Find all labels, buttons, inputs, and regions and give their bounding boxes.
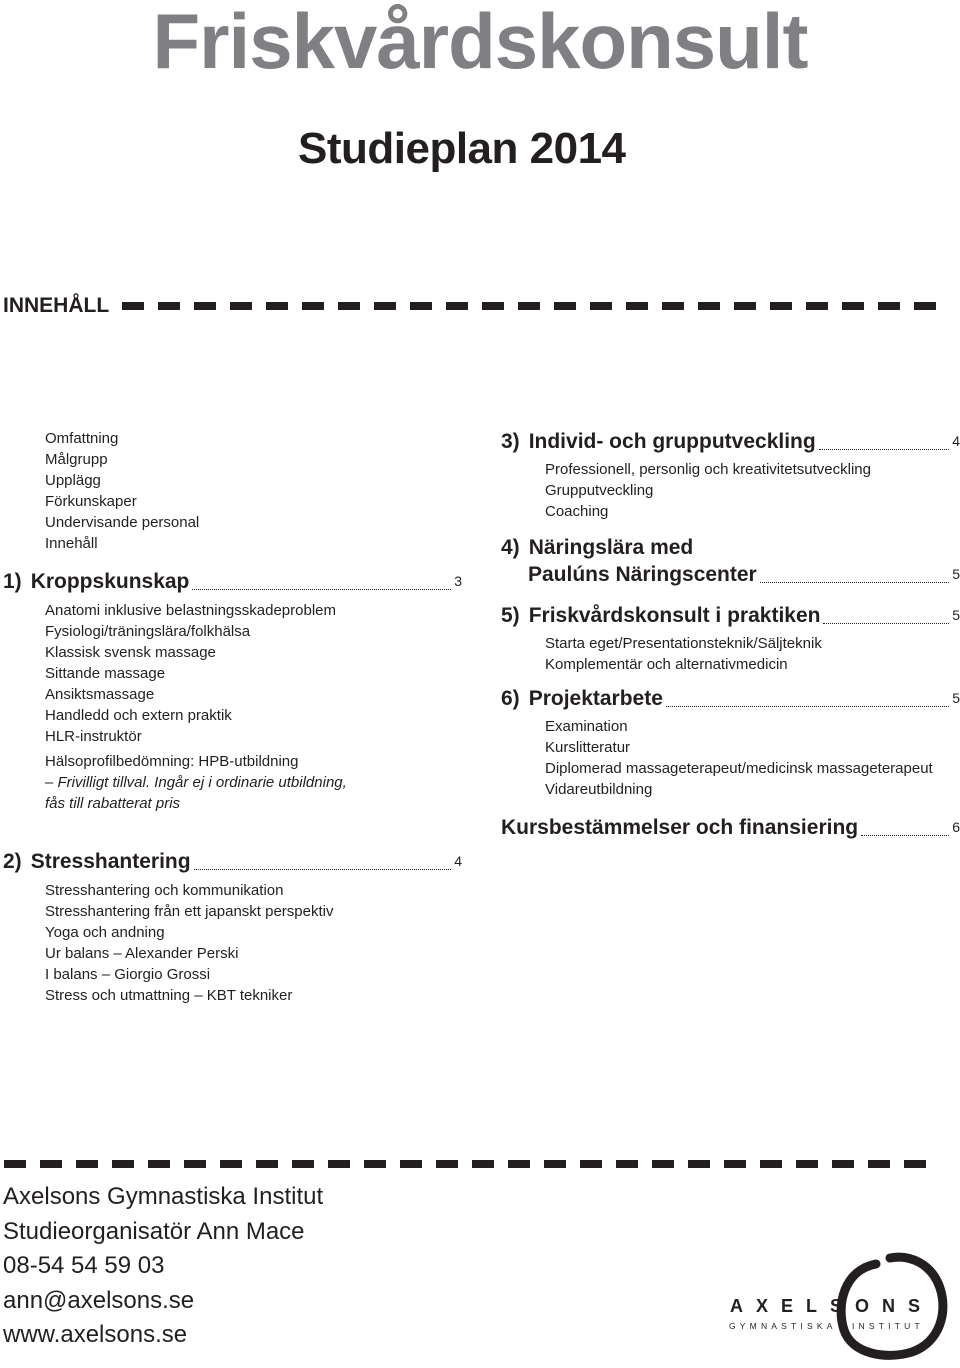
section-title: Kroppskunskap bbox=[30, 570, 190, 593]
page-number: 5 bbox=[952, 690, 960, 706]
dash-segment bbox=[544, 1160, 566, 1168]
dash-segment bbox=[302, 302, 324, 310]
list-item: Examination bbox=[545, 718, 628, 735]
dot-leader bbox=[194, 869, 452, 870]
section-title: Näringslära med bbox=[528, 536, 694, 559]
section-number: 4) bbox=[501, 536, 520, 559]
list-item: Professionell, personlig och kreativitetsutveckling bbox=[545, 461, 871, 478]
section-number: 3) bbox=[501, 430, 520, 453]
section-title-line1 bbox=[501, 535, 960, 561]
footer-dashed-rule bbox=[4, 1160, 926, 1168]
dash-segment bbox=[616, 1160, 638, 1168]
intro-item: Förkunskaper bbox=[45, 493, 137, 510]
website-link[interactable]: www.axelsons.se bbox=[3, 1321, 188, 1348]
section-items bbox=[501, 633, 960, 675]
section-title: Paulúns Näringscenter bbox=[528, 563, 757, 586]
dot-leader bbox=[760, 582, 949, 583]
page-number: 6 bbox=[952, 819, 960, 835]
footer-contact bbox=[3, 1180, 323, 1353]
dash-segment bbox=[554, 302, 576, 310]
dash-segment bbox=[446, 302, 468, 310]
list-item: Starta eget/Presentationsteknik/Säljteknik bbox=[545, 635, 822, 652]
list-item: Sittande massage bbox=[45, 665, 166, 682]
toc-entry-naringslara[interactable] bbox=[501, 561, 960, 588]
toc-left-column bbox=[0, 428, 462, 1006]
list-item: Hälsoprofilbedömning: HPB-utbildning bbox=[45, 753, 299, 770]
dash-segment bbox=[770, 302, 792, 310]
dash-segment bbox=[760, 1160, 782, 1168]
section-title: Kursbestämmelser och finansiering bbox=[501, 816, 859, 839]
dash-segment bbox=[472, 1160, 494, 1168]
list-item: Fysiologi/träningslära/folkhälsa bbox=[45, 623, 251, 640]
dash-segment bbox=[436, 1160, 458, 1168]
dash-segment bbox=[518, 302, 540, 310]
contact-person: Studieorganisatör Ann Mace bbox=[3, 1217, 305, 1245]
section-title: Projektarbete bbox=[528, 687, 663, 710]
list-item: Stresshantering och kommunikation bbox=[45, 882, 284, 899]
dash-segment bbox=[292, 1160, 314, 1168]
logo-subline-left: GYMNASTISKA bbox=[729, 1321, 837, 1331]
list-item: Yoga och andning bbox=[45, 924, 165, 941]
intro-item: Upplägg bbox=[45, 472, 101, 489]
dash-segment bbox=[122, 302, 144, 310]
section-number: 1) bbox=[3, 570, 22, 593]
list-item: Anatomi inklusive belastningsskadeproblem bbox=[45, 602, 336, 619]
page-number: 5 bbox=[952, 607, 960, 623]
dash-segment bbox=[724, 1160, 746, 1168]
page-number: 4 bbox=[952, 433, 960, 449]
list-item: Ansiktsmassage bbox=[45, 686, 155, 703]
dash-segment bbox=[482, 302, 504, 310]
list-item: Handledd och extern praktik bbox=[45, 707, 232, 724]
dash-segment bbox=[832, 1160, 854, 1168]
intro-item: Omfattning bbox=[45, 430, 119, 447]
list-item: Komplementär och alternativmedicin bbox=[545, 656, 788, 673]
list-item: Klassisk svensk massage bbox=[45, 644, 216, 661]
toc-entry-friskvardskonsult-i-praktiken[interactable] bbox=[501, 602, 960, 629]
dash-segment bbox=[626, 302, 648, 310]
document-title: Friskvårdskonsult bbox=[152, 0, 808, 85]
note-line: fås till rabatterat pris bbox=[45, 795, 181, 812]
dash-segment bbox=[4, 1160, 26, 1168]
dash-segment bbox=[112, 1160, 134, 1168]
toc-entry-individ-grupputveckling[interactable] bbox=[501, 428, 960, 455]
document-subtitle: Studieplan 2014 bbox=[298, 124, 626, 173]
toc-right-column bbox=[501, 428, 960, 841]
dash-segment bbox=[374, 302, 396, 310]
section-title: Friskvårdskonsult i praktiken bbox=[528, 604, 821, 627]
dot-leader bbox=[192, 589, 451, 590]
dash-segment bbox=[400, 1160, 422, 1168]
phone-number: 08-54 54 59 03 bbox=[3, 1252, 165, 1279]
dash-segment bbox=[364, 1160, 386, 1168]
dash-segment bbox=[842, 302, 864, 310]
section-items bbox=[501, 716, 960, 800]
dash-segment bbox=[734, 302, 756, 310]
list-item: Vidareutbildning bbox=[545, 781, 653, 798]
dot-leader bbox=[819, 449, 950, 450]
dash-segment bbox=[662, 302, 684, 310]
dash-segment bbox=[904, 1160, 926, 1168]
list-item: I balans – Giorgio Grossi bbox=[45, 966, 211, 983]
dash-segment bbox=[328, 1160, 350, 1168]
list-item: Grupputveckling bbox=[545, 482, 654, 499]
logo-word: AXELSONS bbox=[730, 1296, 934, 1316]
email-link[interactable]: ann@axelsons.se bbox=[3, 1286, 195, 1314]
institute-name: Axelsons Gymnastiska Institut bbox=[3, 1183, 324, 1210]
dash-segment bbox=[220, 1160, 242, 1168]
dash-segment bbox=[230, 302, 252, 310]
page-number: 4 bbox=[454, 853, 462, 869]
intro-item: Undervisande personal bbox=[45, 514, 200, 531]
dash-segment bbox=[148, 1160, 170, 1168]
dash-segment bbox=[868, 1160, 890, 1168]
dash-segment bbox=[410, 302, 432, 310]
dash-segment bbox=[266, 302, 288, 310]
list-item: Ur balans – Alexander Perski bbox=[45, 945, 239, 962]
dash-segment bbox=[184, 1160, 206, 1168]
section-number: 5) bbox=[501, 604, 520, 627]
intro-item: Målgrupp bbox=[45, 451, 108, 468]
toc-entry-projektarbete[interactable] bbox=[501, 685, 960, 712]
dash-segment bbox=[256, 1160, 278, 1168]
dash-segment bbox=[878, 302, 900, 310]
section-title: Individ- och grupputveckling bbox=[528, 430, 816, 453]
section-items bbox=[0, 880, 462, 1006]
section-items bbox=[501, 459, 960, 522]
list-item: Stresshantering från ett japanskt perspektiv bbox=[45, 903, 334, 920]
dash-segment bbox=[914, 302, 936, 310]
list-item: Coaching bbox=[545, 503, 609, 520]
dash-segment bbox=[580, 1160, 602, 1168]
toc-dashed-rule bbox=[122, 302, 936, 310]
section-number: 6) bbox=[501, 687, 520, 710]
dash-segment bbox=[508, 1160, 530, 1168]
toc-entry-kursbestammelser[interactable] bbox=[501, 814, 960, 841]
dash-segment bbox=[158, 302, 180, 310]
dot-leader bbox=[666, 706, 949, 707]
note-line: – Frivilligt tillval. Ingår ej i ordinarie utbildning, bbox=[45, 774, 347, 791]
dash-segment bbox=[40, 1160, 62, 1168]
intro-list bbox=[0, 428, 462, 554]
dash-segment bbox=[652, 1160, 674, 1168]
dash-segment bbox=[698, 302, 720, 310]
list-item: Kurslitteratur bbox=[545, 739, 631, 756]
list-item: Stress och utmattning – KBT tekniker bbox=[45, 987, 293, 1004]
toc-entry-stresshantering[interactable] bbox=[0, 848, 462, 875]
section-title: Stresshantering bbox=[30, 850, 191, 873]
page-number: 5 bbox=[952, 566, 960, 582]
toc-entry-kroppskunskap[interactable] bbox=[0, 568, 462, 595]
section-number: 2) bbox=[3, 850, 22, 873]
dash-segment bbox=[338, 302, 360, 310]
logo-subline-right: INSTITUT bbox=[852, 1321, 924, 1331]
dash-segment bbox=[806, 302, 828, 310]
dot-leader bbox=[861, 835, 949, 836]
section-items bbox=[0, 600, 462, 814]
list-item: HLR-instruktör bbox=[45, 728, 142, 745]
dash-segment bbox=[76, 1160, 98, 1168]
toc-heading: INNEHÅLL bbox=[3, 294, 110, 317]
dash-segment bbox=[194, 302, 216, 310]
list-item: Diplomerad massageterapeut/medicinsk massageterapeut bbox=[545, 760, 933, 777]
dash-segment bbox=[688, 1160, 710, 1168]
dot-leader bbox=[823, 623, 949, 624]
axelsons-logo bbox=[726, 1250, 956, 1362]
intro-item: Innehåll bbox=[45, 535, 98, 552]
dash-segment bbox=[796, 1160, 818, 1168]
dash-segment bbox=[590, 302, 612, 310]
page-number: 3 bbox=[454, 573, 462, 589]
